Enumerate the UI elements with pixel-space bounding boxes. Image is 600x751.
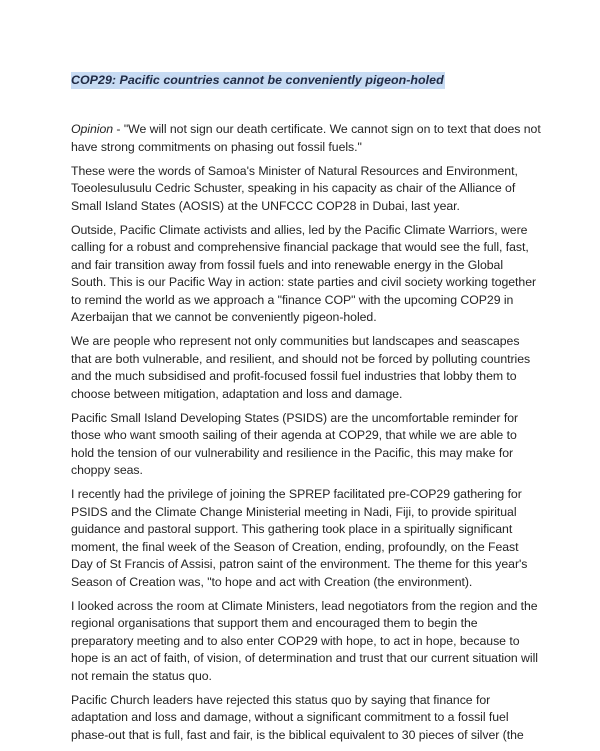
- title-wrapper: [71, 71, 445, 89]
- paragraph-6: I looked across the room at Climate Ministers, lead negotiators from the region and the regional organisations that support them and encouraged them to begin the preparatory meeting and to also enter COP29 with hope, to act in hope, because to hope is an act of faith, of vision, of determination and trust that our current situation will not remain the status quo.: [71, 598, 538, 683]
- paragraph-2: Outside, Pacific Climate activists and allies, led by the Pacific Climate Warriors, were calling for a robust and comprehensive financial package that would see the full, fast, and fair transition away from fossil fuels and into renewable energy in the Global South. This is our Pacific Way in action: state parties and civil society working together to remind the world as we approach a "finance COP" with the upcoming COP29 in Azerbaijan that we cannot be conveniently pigeon-holed.: [71, 222, 537, 324]
- paragraph-3: We are people who represent not only communities but landscapes and seascapes that are both vulnerable, and resilient, and should not be forced by polluting countries and the much subsidised and profit-focused fossil fuel industries that lobby them to choose between mitigation, adaptation and loss and damage.: [71, 334, 531, 401]
- paragraph-5: I recently had the privilege of joining the SPREP facilitated pre-COP29 gathering for PSIDS and the Climate Change Ministerial meeting in Nadi, Fiji, to provide spiritual guidance and pastoral support. This gathering took place in a spiritually significant moment, the final week of the Season of Creation, ending, profoundly, on the Feast Day of St Francis of Assisi, patron saint of the environment. The theme for this year's Season of Creation was, "to hope and act with Creation (the environment).: [71, 487, 528, 589]
- article-title-selected[interactable]: COP29: Pacific countries cannot be conveniently pigeon-holed: [71, 73, 444, 87]
- paragraph-1: These were the words of Samoa's Minister of Natural Resources and Environment, Toeolesulusulu Cedric Schuster, speaking in his capacity as chair of the Alliance of Small Island States (AOSIS) at the UNFCCC COP28 in Dubai, last year.: [71, 163, 518, 213]
- opinion-quote: - "We will not sign our death certificate. We cannot sign on to text that does not have strong commitments on phasing out fossil fuels.": [71, 122, 541, 154]
- paragraph-7: Pacific Church leaders have rejected this status quo by saying that finance for adaptation and loss and damage, without a significant commitment to a fossil fuel phase-out that is full, fast and fair, is the biblical equivalent to 30 pieces of silver (the: [71, 692, 524, 742]
- paragraph-opinion: [71, 121, 541, 156]
- article-body: [71, 121, 541, 751]
- opinion-label: Opinion: [71, 122, 114, 136]
- paragraph-4: Pacific Small Island Developing States (PSIDS) are the uncomfortable reminder for those who want smooth sailing of their agenda at COP29, that while we are able to hold the tension of our vulnerability and resilience in the Pacific, this may make for choppy seas.: [71, 410, 519, 477]
